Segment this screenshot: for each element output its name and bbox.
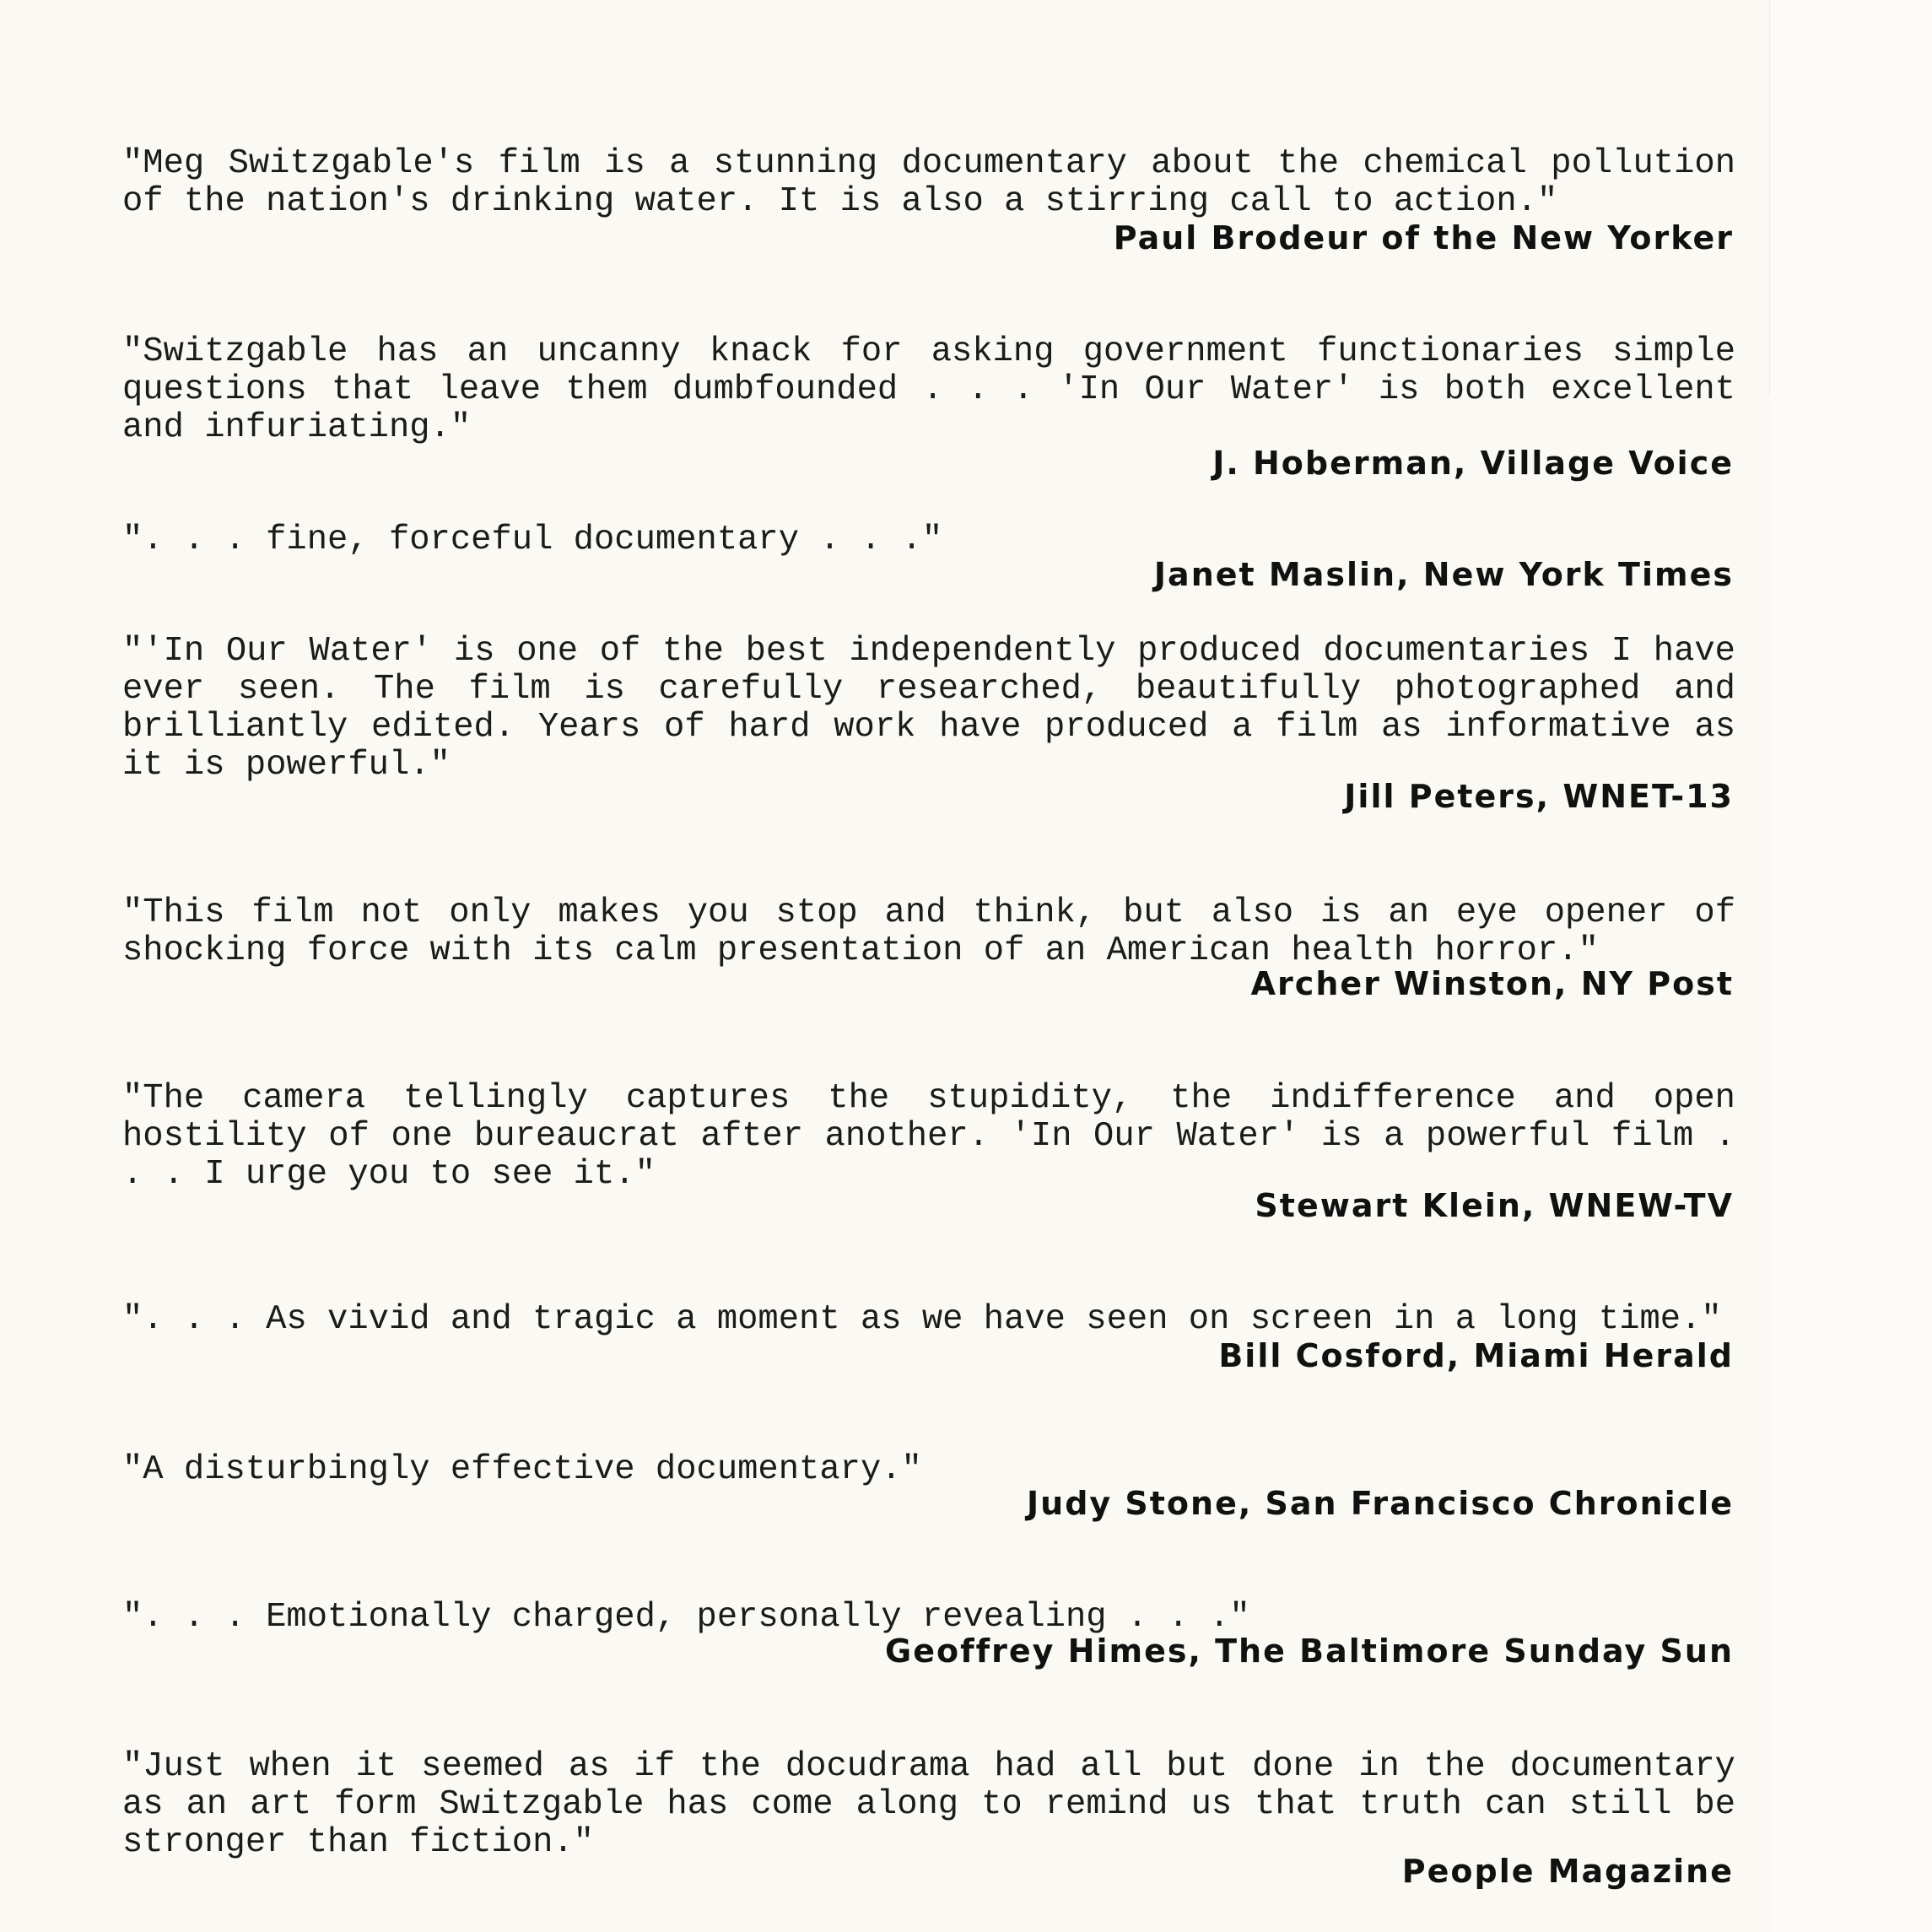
- review-quote: "This film not only makes you stop and think, but also is an eye opener of shocking force with its calm presentation of an American health horror.": [122, 893, 1735, 970]
- review-source: Bill Cosford, Miami Herald: [1218, 1337, 1734, 1374]
- review-source: Jill Peters, WNET-13: [1344, 778, 1734, 815]
- review-source: Judy Stone, San Francisco Chronicle: [1027, 1485, 1734, 1522]
- review-source: Janet Maslin, New York Times: [1153, 556, 1734, 593]
- review-source: Paul Brodeur of the New Yorker: [1113, 219, 1734, 256]
- review-source: Archer Winston, NY Post: [1250, 965, 1734, 1002]
- review-quote: ". . . Emotionally charged, personally revealing . . .": [122, 1598, 1250, 1637]
- review-quote: "The camera tellingly captures the stupidity, the indifference and open hostility of one bureaucrat after another. 'In Our Water' is a powerful film . . . I urge you to see it.": [122, 1079, 1735, 1194]
- review-quote: ". . . As vivid and tragic a moment as we have seen on screen in a long time.": [122, 1300, 1722, 1339]
- review-source: Geoffrey Himes, The Baltimore Sunday Sun: [885, 1632, 1734, 1670]
- review-source: Stewart Klein, WNEW-TV: [1255, 1187, 1734, 1224]
- review-source: J. Hoberman, Village Voice: [1212, 445, 1734, 482]
- review-quote: "A disturbingly effective documentary.": [122, 1450, 922, 1489]
- review-quote: "'In Our Water' is one of the best independently produced documentaries I have ever seen. The film is carefully researched, beautifully photographed and brilliantly edited. Years of hard work have produced a film as informative as it is powerful.": [122, 632, 1735, 785]
- review-quote: ". . . fine, forceful documentary . . .": [122, 521, 943, 559]
- review-quote: "Switzgable has an uncanny knack for asking government functionaries simple questions that leave them dumbfounded . . . 'In Our Water' is both excellent and infuriating.": [122, 332, 1735, 447]
- review-source: People Magazine: [1401, 1853, 1734, 1890]
- review-quote: "Just when it seemed as if the docudrama had all but done in the documentary as an art form Switzgable has come along to remind us that truth can still be stronger than fiction.": [122, 1747, 1735, 1862]
- review-quote: "Meg Switzgable's film is a stunning documentary about the chemical pollution of the nation's drinking water. It is also a stirring call to action.": [122, 144, 1735, 221]
